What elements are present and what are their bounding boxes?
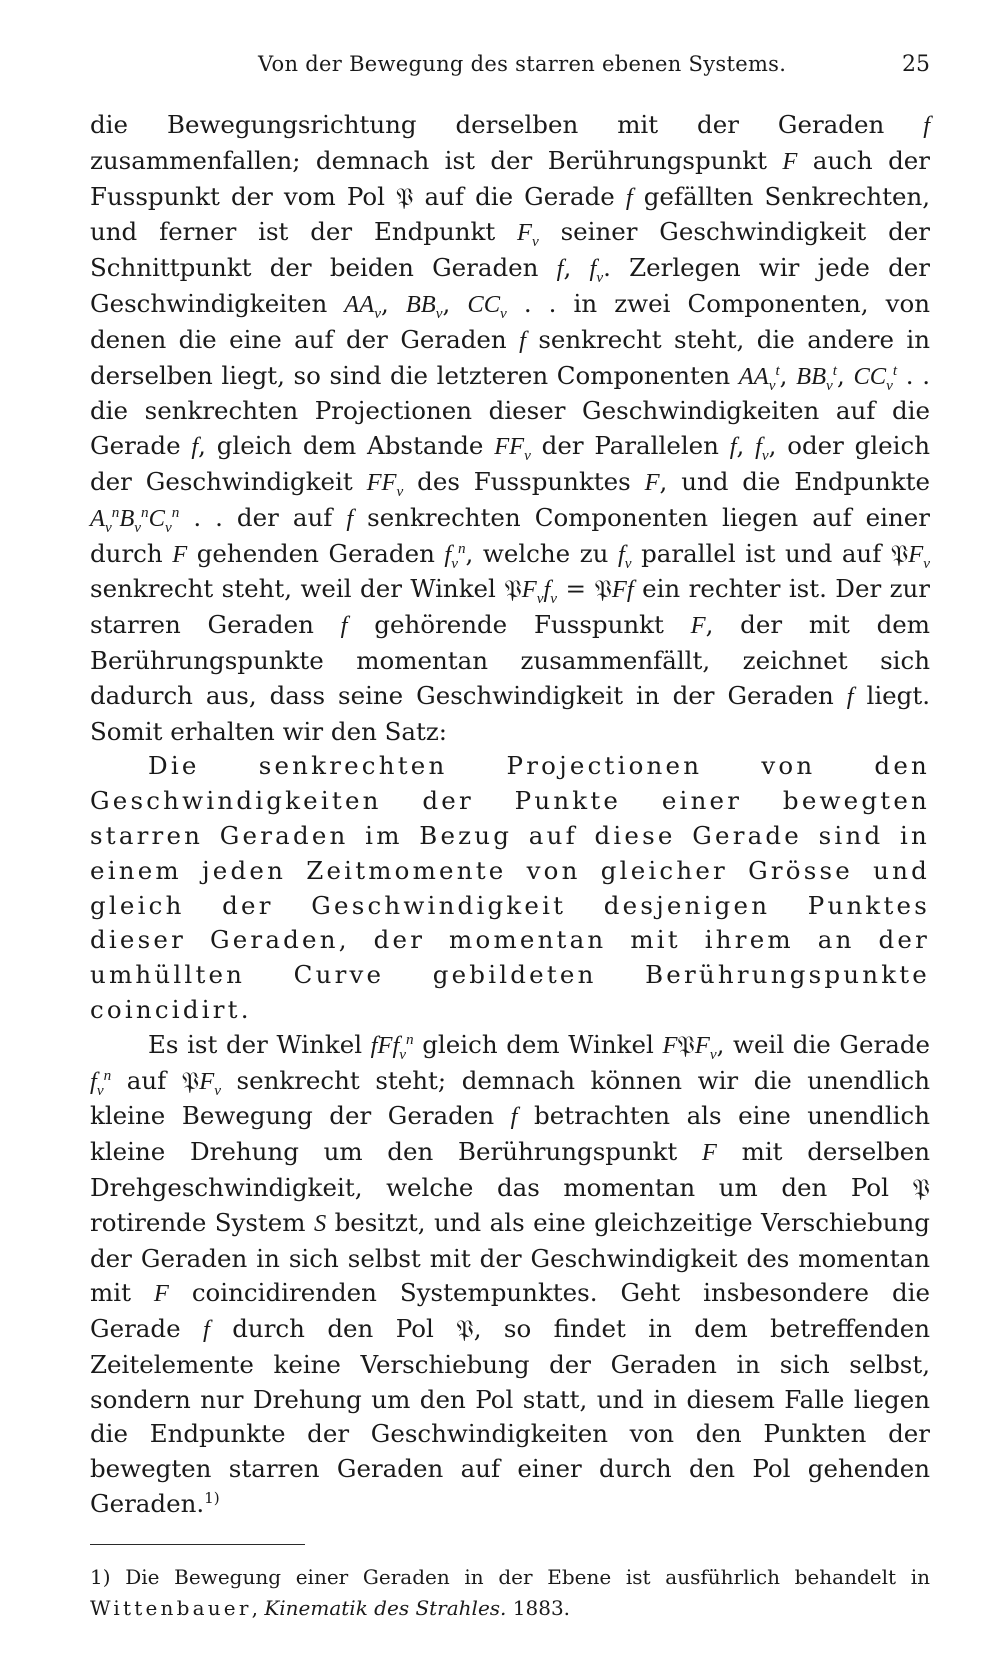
footnote: [90, 1562, 930, 1624]
paragraph-3: Es ist der Winkel fFf$_v^n$ gleich dem Winkel F𝔓F$_v$, weil die Gerade $f_v^n$ auf 𝔓F$_v$ senkrecht steht; demnach können wir die unendlich kleine Bewegung der Geraden f betrachten als eine unendlich kleine Drehung um den Berührungspunkt F mit derselben Drehgeschwindigkeit, welche das momentan um den Pol 𝔓 rotirende System S besitzt, und als eine gleichzeitige Verschiebung der Geraden in sich selbst mit der Geschwindigkeit des momentan mit F coincidirenden Systempunktes. Geht insbesondere die Gerade f durch den Pol 𝔓, so findet in dem betreffenden Zeitelemente keine Verschiebung der Geraden in sich selbst, sondern nur Drehung um den Pol statt, und in diesem Falle liegen die Endpunkte der Geschwindigkeiten von den Punkten der bewegten starren Geraden auf einer durch den Pol gehenden Geraden.$^{1)}$: [90, 1029, 930, 1519]
footnote-work: Kinematik des Strahles.: [264, 1596, 507, 1620]
footnote-author: Wittenbauer: [90, 1596, 252, 1620]
footnote-text: 1) Die Bewegung einer Geraden in der Ebene ist ausführlich behandelt in Wittenbauer, Kinematik des Strahles. 1883.: [90, 1565, 930, 1620]
footnote-rule: [90, 1544, 305, 1545]
running-title: Von der Bewegung des starren ebenen Systems.: [258, 52, 787, 76]
page-number: 25: [902, 52, 930, 77]
theorem-paragraph: Die senkrechten Projectionen von den Geschwindigkeiten der Punkte einer bewegten starren Geraden im Bezug auf diese Gerade sind in einem jeden Zeitmomente von gleicher Grösse und gleich der Geschwindigkeit desjenigen Punktes dieser Geraden, der momentan mit ihrem an der umhüllten Curve gebildeten Berührungspunkte coincidirt.: [90, 751, 930, 1024]
footnote-ref[interactable]: 1): [204, 1488, 220, 1507]
running-head: [90, 52, 930, 86]
body-text: [90, 108, 930, 1522]
paragraph-1: die Bewegungsrichtung derselben mit der Geraden f zusammenfallen; demnach ist der Berührungspunkt F auch der Fusspunkt der vom Pol 𝔓 auf die Gerade f gefällten Senkrechten, und ferner ist der Endpunkt $F_v$ seiner Geschwindigkeit der Schnittpunkt der beiden Geraden f, $f_v$. Zerlegen wir jede der Geschwindigkeiten $AA_v$, $BB_v$, $CC_v$ . . in zwei Componenten, von denen die eine auf der Geraden f senkrecht steht, die andere in derselben liegt, so sind die letzteren Componenten $AA_v^t$, $BB_v^t$, $CC_v^t$ . . die senkrechten Projectionen dieser Geschwindigkeiten auf die Gerade f, gleich dem Abstande $FF_v$ der Parallelen f, $f_v$, oder gleich der Geschwindigkeit $FF_v$ des Fusspunktes F, und die Endpunkte $A_v^nB_v^nC_v^n$ . . der auf f senkrechten Componenten liegen auf einer durch F gehenden Geraden $f_v^n$, welche zu $f_v$ parallel ist und auf 𝔓F$_v$ senkrecht steht, weil der Winkel $𝔓F_vf_v$ = 𝔓Ff ein rechter ist. Der zur starren Geraden f gehörende Fusspunkt F, der mit dem Berührungspunkte momentan zusammenfällt, zeichnet sich dadurch aus, dass seine Geschwindigkeit in der Geraden f liegt. Somit erhalten wir den Satz:: [90, 110, 931, 746]
